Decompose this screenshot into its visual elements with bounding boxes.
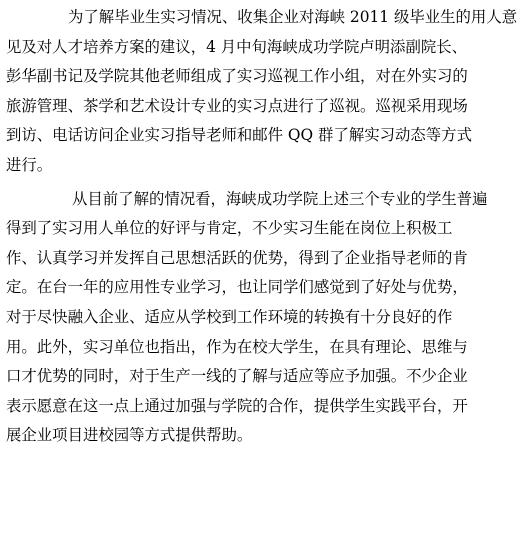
paragraph-line: 旅游管理、茶学和艺术设计专业的实习点进行了巡视。巡视采用现场 bbox=[6, 96, 468, 115]
paragraph-line: 进行。 bbox=[6, 155, 53, 174]
paragraph-line: 为了解毕业生实习情况、收集企业对海峡 2011 级毕业生的用人意 bbox=[68, 8, 518, 26]
paragraph-line: 彭华副书记及学院其他老师组成了实习巡视工作小组，对在外实习的 bbox=[6, 67, 468, 86]
paragraph-line: 展企业项目进校园等方式提供帮助。 bbox=[6, 426, 253, 445]
paragraph-line: 到访、电话访问企业实习指导老师和邮件 QQ 群了解实习动态等方式 bbox=[6, 126, 472, 145]
paragraph-2 bbox=[6, 181, 518, 451]
paragraph-1 bbox=[6, 0, 518, 181]
paragraph-line: 见及对人才培养方案的建议，4 月中旬海峡成功学院卢明添副院长、 bbox=[6, 37, 468, 56]
paragraph-line: 用。此外，实习单位也指出，作为在校大学生，在具有理论、思维与 bbox=[6, 337, 468, 356]
paragraph-line: 表示愿意在这一点上通过加强与学院的合作，提供学生实践平台，开 bbox=[6, 396, 468, 415]
paragraph-line: 从目前了解的情况看，海峡成功学院上述三个专业的学生普遍 bbox=[72, 189, 488, 208]
paragraph-line: 作、认真学习并发挥自己思想活跃的优势，得到了企业指导老师的肯 bbox=[6, 248, 468, 267]
paragraph-line: 得到了实习用人单位的好评与肯定，不少实习生能在岗位上积极工 bbox=[6, 219, 453, 238]
document-body bbox=[6, 0, 518, 451]
paragraph-line: 对于尽快融入企业、适应从学校到工作环境的转换有十分良好的作 bbox=[6, 307, 453, 326]
paragraph-line: 口才优势的同时，对于生产一线的了解与适应等应予加强。不少企业 bbox=[6, 367, 468, 386]
paragraph-line: 定。在台一年的应用性专业学习，也让同学们感觉到了好处与优势， bbox=[6, 278, 468, 297]
